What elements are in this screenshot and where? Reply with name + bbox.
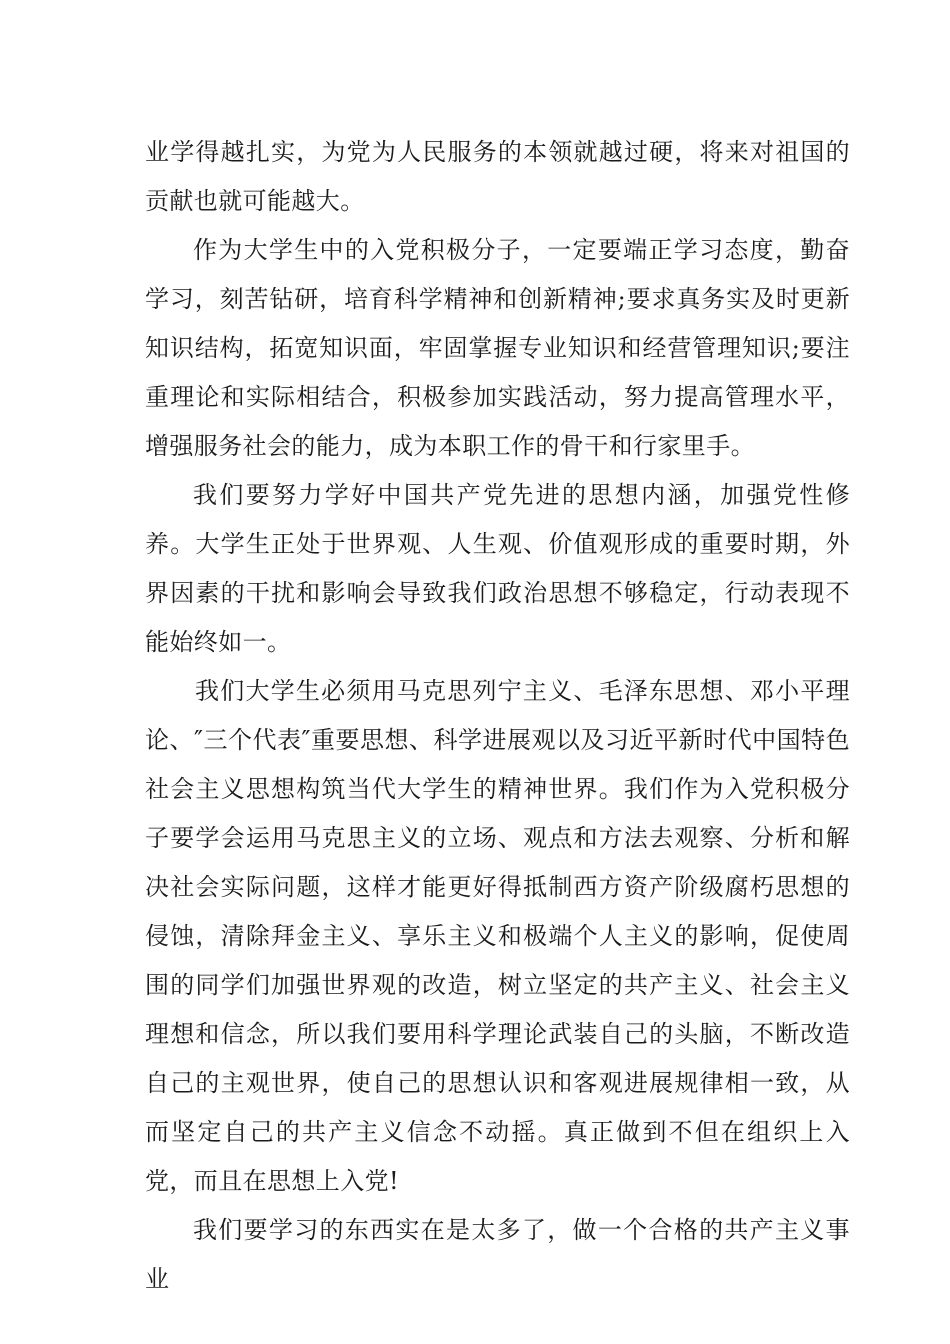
- paragraph-2: 作为大学生中的入党积极分子，一定要端正学习态度，勤奋学习，刻苦钻研，培育科学精神和创新精神;要求真务实及时更新知识结构，拓宽知识面，牢固掌握专业知识和经营管理知识;要注重理论和实际相结合，积极参加实践活动，努力提高管理水平，增强服务社会的能力，成为本职工作的骨干和行家里手。: [145, 236, 850, 460]
- paragraph-4: 我们大学生必须用马克思列宁主义、毛泽东思想、邓小平理论、″三个代表″重要思想、科学进展观以及习近平新时代中国特色社会主义思想构筑当代大学生的精神世界。我们作为入党积极分子要学会运用马克思主义的立场、观点和方法去观察、分析和解决社会实际问题，这样才能更好得抵制西方资产阶级腐朽思想的侵蚀，清除拜金主义、享乐主义和极端个人主义的影响，促使周围的同学们加强世界观的改造，树立坚定的共产主义、社会主义理想和信念，所以我们要用科学理论武装自己的头脑，不断改造自己的主观世界，使自己的思想认识和客观进展规律相一致，从而坚定自己的共产主义信念不动摇。真正做到不但在组织上入党，而且在思想上入党!: [145, 677, 850, 1195]
- paragraph-5: 我们要学习的东西实在是太多了，做一个合格的共产主义事业: [145, 1216, 850, 1293]
- paragraph-3: 我们要努力学好中国共产党先进的思想内涵，加强党性修养。大学生正处于世界观、人生观、价值观形成的重要时期，外界因素的干扰和影响会导致我们政治思想不够稳定，行动表现不能始终如一。: [145, 481, 850, 656]
- paragraph-1: 业学得越扎实，为党为人民服务的本领就越过硬，将来对祖国的贡献也就可能越大。: [145, 138, 850, 215]
